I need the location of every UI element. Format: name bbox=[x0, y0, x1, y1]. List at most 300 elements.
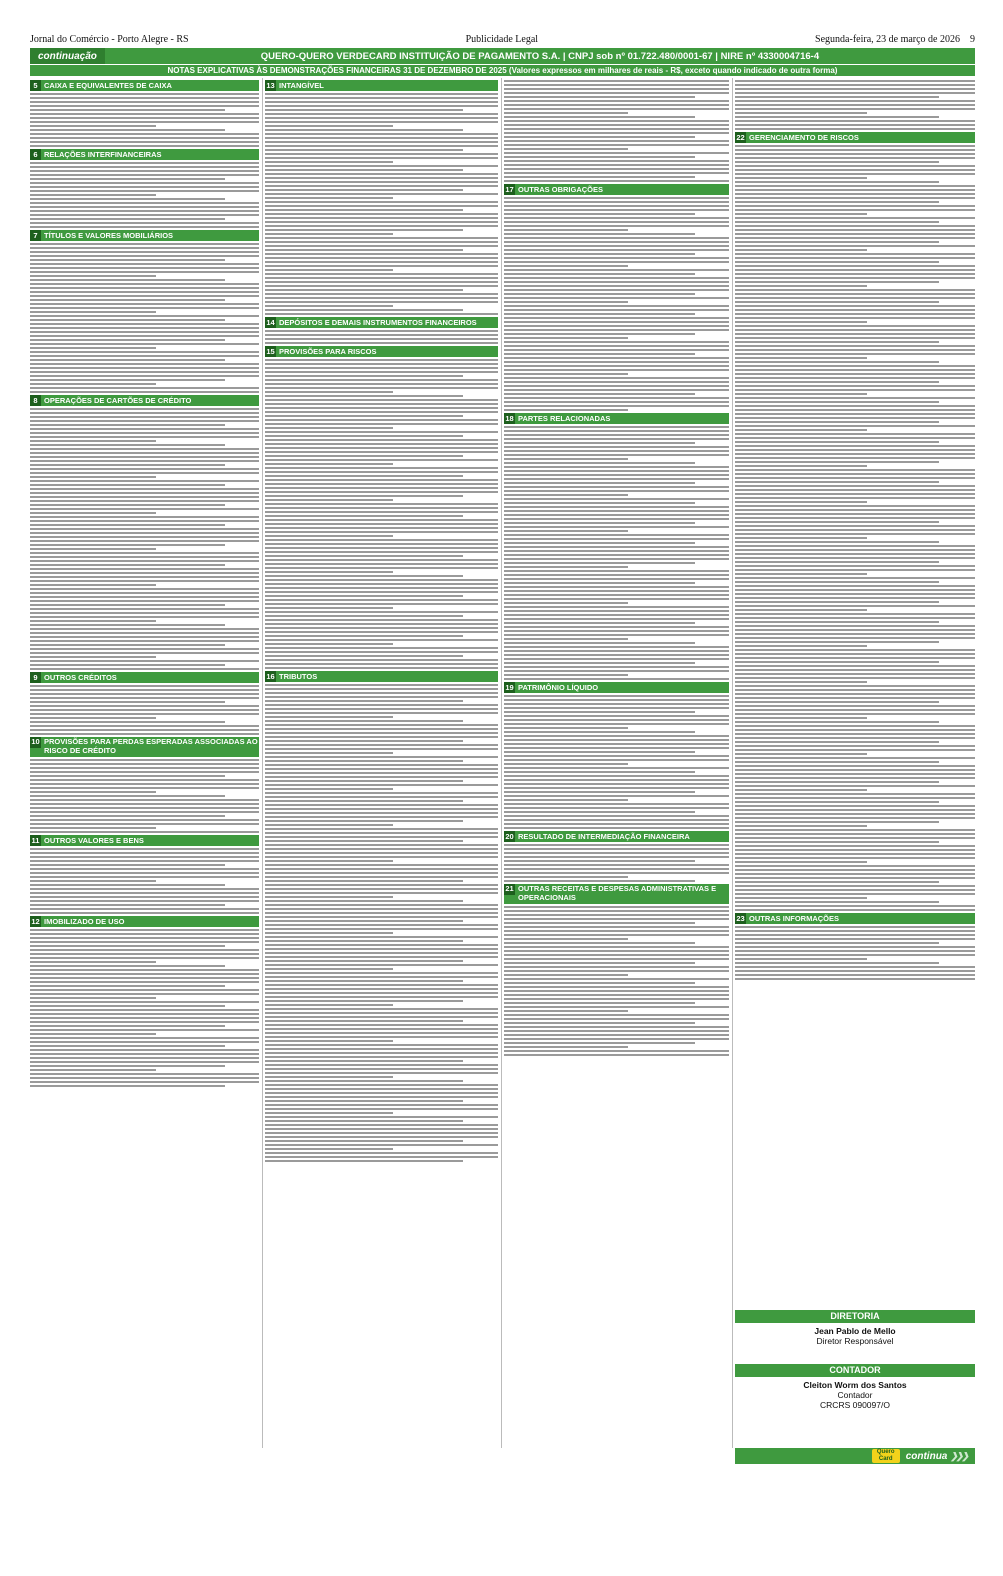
text-line-placeholder bbox=[735, 962, 939, 964]
text-line-placeholder bbox=[265, 579, 498, 581]
text-line-placeholder bbox=[504, 807, 729, 809]
text-line-placeholder bbox=[30, 508, 259, 510]
text-line-placeholder bbox=[30, 572, 259, 574]
text-line-placeholder bbox=[504, 739, 729, 741]
text-line-placeholder bbox=[504, 938, 628, 940]
text-line-placeholder bbox=[265, 447, 498, 449]
text-line-placeholder bbox=[30, 896, 259, 898]
text-line-placeholder bbox=[735, 649, 975, 651]
text-line-placeholder bbox=[265, 395, 463, 397]
text-line-placeholder bbox=[504, 108, 729, 110]
text-line-placeholder bbox=[265, 828, 498, 830]
text-line-placeholder bbox=[735, 317, 975, 319]
text-line-placeholder bbox=[265, 788, 393, 790]
text-placeholder bbox=[504, 80, 729, 182]
text-line-placeholder bbox=[30, 892, 259, 894]
text-line-placeholder bbox=[504, 393, 695, 395]
text-line-placeholder bbox=[504, 510, 729, 512]
text-line-placeholder bbox=[30, 600, 259, 602]
text-line-placeholder bbox=[265, 667, 498, 669]
text-placeholder bbox=[30, 243, 259, 393]
text-line-placeholder bbox=[30, 379, 225, 381]
text-line-placeholder bbox=[735, 489, 975, 491]
text-line-placeholder bbox=[265, 780, 463, 782]
text-line-placeholder bbox=[735, 237, 975, 239]
text-line-placeholder bbox=[504, 124, 729, 126]
text-line-placeholder bbox=[735, 185, 975, 187]
text-line-placeholder bbox=[735, 333, 975, 335]
text-line-placeholder bbox=[30, 287, 259, 289]
text-line-placeholder bbox=[265, 165, 498, 167]
text-line-placeholder bbox=[735, 633, 975, 635]
text-line-placeholder bbox=[265, 1136, 498, 1138]
text-line-placeholder bbox=[504, 136, 695, 138]
text-line-placeholder bbox=[265, 217, 498, 219]
brand-logo: Quero Card bbox=[872, 1449, 900, 1463]
text-line-placeholder bbox=[504, 558, 729, 560]
text-line-placeholder bbox=[735, 729, 975, 731]
text-line-placeholder bbox=[735, 397, 975, 399]
text-line-placeholder bbox=[504, 273, 695, 275]
text-line-placeholder bbox=[504, 172, 729, 174]
text-line-placeholder bbox=[30, 186, 259, 188]
text-line-placeholder bbox=[265, 615, 463, 617]
text-line-placeholder bbox=[504, 482, 695, 484]
text-line-placeholder bbox=[735, 605, 975, 607]
accountant-crc: CRCRS 090097/O bbox=[820, 1400, 890, 1410]
column-divider bbox=[732, 78, 733, 1448]
text-line-placeholder bbox=[735, 217, 975, 219]
text-line-placeholder bbox=[735, 193, 975, 195]
text-line-placeholder bbox=[265, 129, 463, 131]
text-line-placeholder bbox=[735, 701, 939, 703]
text-line-placeholder bbox=[30, 997, 156, 999]
text-line-placeholder bbox=[504, 305, 729, 307]
text-line-placeholder bbox=[265, 992, 498, 994]
text-line-placeholder bbox=[265, 704, 498, 706]
text-line-placeholder bbox=[265, 1092, 498, 1094]
text-line-placeholder bbox=[265, 1048, 498, 1050]
text-line-placeholder bbox=[265, 972, 498, 974]
chevrons-icon: ❯❯❯ bbox=[950, 1450, 967, 1461]
text-placeholder bbox=[30, 685, 259, 735]
text-line-placeholder bbox=[504, 301, 628, 303]
text-line-placeholder bbox=[504, 92, 729, 94]
text-line-placeholder bbox=[265, 663, 498, 665]
note-heading: 18 PARTES RELACIONADAS bbox=[504, 413, 729, 424]
text-line-placeholder bbox=[504, 498, 729, 500]
text-line-placeholder bbox=[265, 768, 498, 770]
text-line-placeholder bbox=[265, 197, 393, 199]
text-line-placeholder bbox=[30, 860, 259, 862]
text-line-placeholder bbox=[265, 732, 498, 734]
text-line-placeholder bbox=[265, 209, 463, 211]
text-line-placeholder bbox=[265, 1068, 498, 1070]
column-4 bbox=[735, 78, 975, 1068]
text-line-placeholder bbox=[265, 820, 463, 822]
text-line-placeholder bbox=[30, 432, 259, 434]
text-line-placeholder bbox=[504, 80, 729, 82]
text-line-placeholder bbox=[504, 570, 729, 572]
text-placeholder bbox=[504, 695, 729, 829]
text-placeholder bbox=[504, 426, 729, 680]
text-line-placeholder bbox=[265, 535, 393, 537]
text-line-placeholder bbox=[265, 273, 498, 275]
text-line-placeholder bbox=[30, 307, 259, 309]
text-line-placeholder bbox=[504, 670, 729, 672]
text-line-placeholder bbox=[735, 930, 975, 932]
text-line-placeholder bbox=[265, 587, 498, 589]
text-line-placeholder bbox=[30, 484, 225, 486]
text-line-placeholder bbox=[735, 461, 939, 463]
text-line-placeholder bbox=[30, 190, 259, 192]
text-line-placeholder bbox=[735, 942, 939, 944]
text-line-placeholder bbox=[735, 938, 975, 940]
text-line-placeholder bbox=[265, 740, 463, 742]
text-line-placeholder bbox=[30, 660, 259, 662]
text-line-placeholder bbox=[265, 411, 498, 413]
company-heading: QUERO-QUERO VERDECARD INSTITUIÇÃO DE PAGAMENTO S.A. | CNPJ sob nº 01.722.480/0001-67 | NIRE nº 4330004716-4 bbox=[260, 50, 820, 62]
text-line-placeholder bbox=[30, 993, 259, 995]
text-line-placeholder bbox=[504, 454, 729, 456]
text-line-placeholder bbox=[265, 1020, 463, 1022]
text-line-placeholder bbox=[30, 271, 259, 273]
text-line-placeholder bbox=[265, 1132, 498, 1134]
text-line-placeholder bbox=[504, 1042, 695, 1044]
text-line-placeholder bbox=[30, 170, 259, 172]
text-line-placeholder bbox=[735, 401, 939, 403]
text-line-placeholder bbox=[265, 940, 463, 942]
text-line-placeholder bbox=[735, 661, 939, 663]
text-line-placeholder bbox=[265, 700, 463, 702]
text-line-placeholder bbox=[265, 387, 498, 389]
text-line-placeholder bbox=[30, 584, 156, 586]
text-line-placeholder bbox=[30, 721, 225, 723]
text-line-placeholder bbox=[30, 640, 259, 642]
text-line-placeholder bbox=[735, 853, 975, 855]
text-line-placeholder bbox=[265, 868, 498, 870]
text-line-placeholder bbox=[30, 1017, 259, 1019]
text-line-placeholder bbox=[30, 243, 259, 245]
text-line-placeholder bbox=[30, 644, 225, 646]
text-line-placeholder bbox=[30, 576, 259, 578]
text-line-placeholder bbox=[504, 791, 695, 793]
text-line-placeholder bbox=[504, 353, 695, 355]
text-line-placeholder bbox=[265, 383, 498, 385]
text-line-placeholder bbox=[265, 523, 498, 525]
text-line-placeholder bbox=[735, 92, 975, 94]
text-line-placeholder bbox=[30, 848, 259, 850]
text-line-placeholder bbox=[504, 654, 729, 656]
text-line-placeholder bbox=[30, 933, 259, 935]
text-line-placeholder bbox=[504, 209, 729, 211]
text-line-placeholder bbox=[265, 363, 498, 365]
text-line-placeholder bbox=[504, 357, 729, 359]
text-line-placeholder bbox=[30, 275, 156, 277]
text-line-placeholder bbox=[265, 1144, 498, 1146]
text-line-placeholder bbox=[265, 415, 463, 417]
text-line-placeholder bbox=[504, 876, 628, 878]
text-line-placeholder bbox=[735, 974, 975, 976]
text-line-placeholder bbox=[735, 521, 939, 523]
text-line-placeholder bbox=[265, 305, 393, 307]
text-line-placeholder bbox=[735, 553, 975, 555]
text-line-placeholder bbox=[504, 767, 729, 769]
text-line-placeholder bbox=[30, 725, 259, 727]
text-line-placeholder bbox=[504, 771, 695, 773]
text-line-placeholder bbox=[30, 117, 259, 119]
text-line-placeholder bbox=[265, 1120, 463, 1122]
text-line-placeholder bbox=[265, 712, 498, 714]
text-line-placeholder bbox=[265, 249, 463, 251]
text-line-placeholder bbox=[265, 1004, 393, 1006]
text-line-placeholder bbox=[504, 164, 729, 166]
text-line-placeholder bbox=[735, 273, 975, 275]
text-line-placeholder bbox=[735, 385, 975, 387]
text-line-placeholder bbox=[735, 845, 975, 847]
text-line-placeholder bbox=[30, 247, 259, 249]
text-line-placeholder bbox=[735, 157, 975, 159]
text-placeholder bbox=[30, 848, 259, 914]
text-line-placeholder bbox=[504, 253, 695, 255]
text-line-placeholder bbox=[504, 914, 729, 916]
text-line-placeholder bbox=[265, 716, 393, 718]
text-line-placeholder bbox=[504, 630, 729, 632]
text-line-placeholder bbox=[265, 776, 498, 778]
text-line-placeholder bbox=[265, 760, 463, 762]
text-line-placeholder bbox=[30, 652, 259, 654]
text-line-placeholder bbox=[735, 597, 975, 599]
text-line-placeholder bbox=[265, 531, 498, 533]
text-line-placeholder bbox=[735, 549, 975, 551]
text-line-placeholder bbox=[735, 177, 867, 179]
text-line-placeholder bbox=[504, 926, 729, 928]
text-line-placeholder bbox=[504, 982, 695, 984]
text-line-placeholder bbox=[265, 1008, 498, 1010]
text-line-placeholder bbox=[30, 343, 259, 345]
text-placeholder bbox=[265, 93, 498, 315]
text-line-placeholder bbox=[735, 653, 975, 655]
text-line-placeholder bbox=[30, 436, 259, 438]
text-line-placeholder bbox=[265, 639, 498, 641]
text-line-placeholder bbox=[504, 205, 729, 207]
text-line-placeholder bbox=[265, 245, 498, 247]
text-line-placeholder bbox=[504, 634, 729, 636]
text-line-placeholder bbox=[30, 464, 225, 466]
text-line-placeholder bbox=[265, 684, 498, 686]
text-line-placeholder bbox=[504, 719, 729, 721]
text-line-placeholder bbox=[504, 478, 729, 480]
text-line-placeholder bbox=[30, 315, 259, 317]
text-line-placeholder bbox=[265, 1040, 393, 1042]
text-line-placeholder bbox=[735, 445, 975, 447]
text-line-placeholder bbox=[265, 840, 463, 842]
text-line-placeholder bbox=[30, 279, 225, 281]
text-line-placeholder bbox=[504, 678, 729, 680]
text-line-placeholder bbox=[735, 100, 975, 102]
text-line-placeholder bbox=[30, 375, 259, 377]
text-line-placeholder bbox=[265, 996, 498, 998]
text-line-placeholder bbox=[265, 728, 498, 730]
text-line-placeholder bbox=[30, 528, 259, 530]
text-line-placeholder bbox=[30, 941, 259, 943]
text-line-placeholder bbox=[30, 476, 156, 478]
text-placeholder bbox=[30, 93, 259, 147]
text-line-placeholder bbox=[265, 334, 498, 336]
text-line-placeholder bbox=[30, 319, 225, 321]
director-name: Jean Pablo de Mello bbox=[814, 1326, 896, 1336]
text-line-placeholder bbox=[30, 656, 156, 658]
text-line-placeholder bbox=[504, 237, 729, 239]
text-line-placeholder bbox=[504, 922, 695, 924]
text-line-placeholder bbox=[735, 909, 975, 911]
text-line-placeholder bbox=[504, 281, 729, 283]
text-line-placeholder bbox=[30, 969, 259, 971]
text-line-placeholder bbox=[265, 451, 498, 453]
text-line-placeholder bbox=[735, 677, 975, 679]
text-line-placeholder bbox=[30, 693, 259, 695]
text-line-placeholder bbox=[504, 827, 729, 829]
text-line-placeholder bbox=[30, 929, 259, 931]
text-line-placeholder bbox=[30, 945, 225, 947]
text-line-placeholder bbox=[30, 852, 259, 854]
text-line-placeholder bbox=[30, 339, 225, 341]
text-line-placeholder bbox=[30, 93, 259, 95]
text-line-placeholder bbox=[30, 540, 259, 542]
text-line-placeholder bbox=[265, 956, 498, 958]
text-line-placeholder bbox=[265, 285, 498, 287]
text-line-placeholder bbox=[265, 904, 498, 906]
text-line-placeholder bbox=[265, 764, 498, 766]
text-line-placeholder bbox=[504, 1022, 695, 1024]
text-line-placeholder bbox=[265, 928, 498, 930]
text-line-placeholder bbox=[504, 542, 695, 544]
text-line-placeholder bbox=[265, 1104, 498, 1106]
note-heading: 15 PROVISÕES PARA RISCOS bbox=[265, 346, 498, 357]
director-role: Diretor Responsável bbox=[816, 1336, 894, 1346]
text-line-placeholder bbox=[265, 744, 498, 746]
text-line-placeholder bbox=[735, 705, 975, 707]
text-line-placeholder bbox=[735, 181, 939, 183]
text-line-placeholder bbox=[30, 524, 225, 526]
text-line-placeholder bbox=[30, 383, 156, 385]
text-line-placeholder bbox=[30, 387, 259, 389]
text-line-placeholder bbox=[735, 885, 975, 887]
text-line-placeholder bbox=[265, 583, 498, 585]
text-line-placeholder bbox=[735, 741, 939, 743]
text-line-placeholder bbox=[30, 767, 259, 769]
text-line-placeholder bbox=[265, 1108, 498, 1110]
text-line-placeholder bbox=[504, 990, 729, 992]
text-line-placeholder bbox=[30, 783, 259, 785]
text-line-placeholder bbox=[30, 210, 259, 212]
text-line-placeholder bbox=[504, 530, 628, 532]
text-line-placeholder bbox=[504, 538, 729, 540]
text-line-placeholder bbox=[735, 405, 975, 407]
text-line-placeholder bbox=[504, 176, 695, 178]
text-line-placeholder bbox=[504, 241, 729, 243]
text-line-placeholder bbox=[504, 759, 729, 761]
text-line-placeholder bbox=[735, 349, 975, 351]
text-line-placeholder bbox=[735, 901, 939, 903]
text-line-placeholder bbox=[30, 1009, 259, 1011]
text-line-placeholder bbox=[735, 249, 867, 251]
text-line-placeholder bbox=[265, 133, 498, 135]
text-line-placeholder bbox=[30, 580, 259, 582]
text-line-placeholder bbox=[504, 349, 729, 351]
text-line-placeholder bbox=[265, 463, 393, 465]
text-line-placeholder bbox=[265, 872, 498, 874]
text-line-placeholder bbox=[265, 193, 498, 195]
text-line-placeholder bbox=[735, 313, 975, 315]
text-line-placeholder bbox=[265, 269, 393, 271]
text-line-placeholder bbox=[265, 1064, 498, 1066]
text-line-placeholder bbox=[265, 1060, 463, 1062]
text-line-placeholder bbox=[30, 888, 259, 890]
text-line-placeholder bbox=[265, 888, 498, 890]
text-line-placeholder bbox=[735, 789, 867, 791]
text-line-placeholder bbox=[735, 617, 975, 619]
text-line-placeholder bbox=[30, 912, 259, 914]
text-line-placeholder bbox=[735, 781, 939, 783]
text-line-placeholder bbox=[735, 345, 975, 347]
text-line-placeholder bbox=[30, 795, 225, 797]
text-line-placeholder bbox=[30, 811, 259, 813]
text-line-placeholder bbox=[265, 213, 498, 215]
text-line-placeholder bbox=[504, 986, 729, 988]
text-line-placeholder bbox=[30, 713, 259, 715]
text-line-placeholder bbox=[504, 994, 729, 996]
text-line-placeholder bbox=[265, 407, 498, 409]
text-line-placeholder bbox=[735, 341, 939, 343]
text-line-placeholder bbox=[30, 624, 225, 626]
text-line-placeholder bbox=[265, 161, 393, 163]
text-line-placeholder bbox=[30, 194, 156, 196]
text-line-placeholder bbox=[265, 145, 498, 147]
text-line-placeholder bbox=[735, 413, 975, 415]
text-line-placeholder bbox=[30, 985, 225, 987]
text-line-placeholder bbox=[30, 129, 225, 131]
text-line-placeholder bbox=[30, 548, 156, 550]
text-line-placeholder bbox=[504, 341, 729, 343]
text-line-placeholder bbox=[504, 96, 695, 98]
text-line-placeholder bbox=[504, 942, 695, 944]
text-line-placeholder bbox=[265, 627, 498, 629]
text-line-placeholder bbox=[735, 829, 975, 831]
text-line-placeholder bbox=[30, 291, 259, 293]
text-line-placeholder bbox=[504, 221, 729, 223]
text-line-placeholder bbox=[265, 595, 463, 597]
text-line-placeholder bbox=[504, 787, 729, 789]
text-line-placeholder bbox=[735, 709, 975, 711]
text-line-placeholder bbox=[504, 795, 729, 797]
text-line-placeholder bbox=[30, 1085, 225, 1087]
text-line-placeholder bbox=[30, 299, 225, 301]
text-line-placeholder bbox=[30, 359, 225, 361]
text-line-placeholder bbox=[735, 281, 939, 283]
text-line-placeholder bbox=[504, 550, 729, 552]
text-line-placeholder bbox=[30, 259, 225, 261]
text-line-placeholder bbox=[265, 924, 498, 926]
text-line-placeholder bbox=[30, 206, 259, 208]
text-line-placeholder bbox=[735, 165, 975, 167]
text-line-placeholder bbox=[504, 217, 729, 219]
text-line-placeholder bbox=[504, 751, 695, 753]
text-line-placeholder bbox=[30, 214, 259, 216]
text-line-placeholder bbox=[735, 685, 975, 687]
continuation-label: continuação bbox=[38, 50, 97, 62]
text-line-placeholder bbox=[504, 128, 729, 130]
